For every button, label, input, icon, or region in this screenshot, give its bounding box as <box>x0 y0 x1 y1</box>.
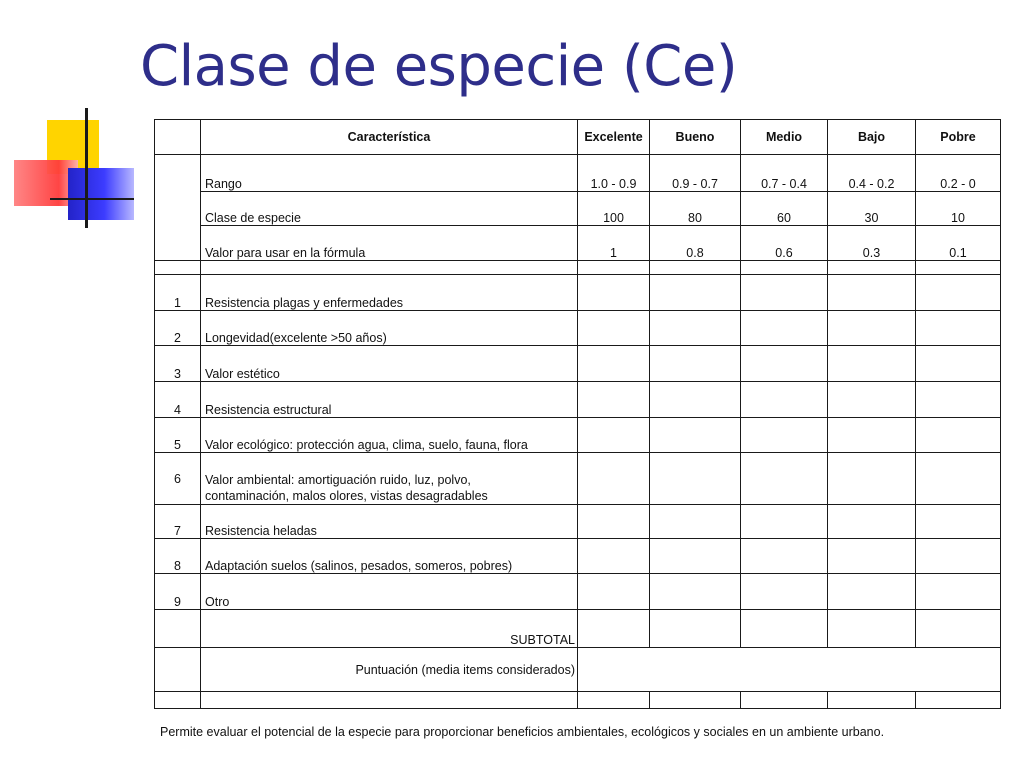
rango-row <box>155 155 1001 192</box>
item-row <box>155 539 1001 574</box>
species-class-table <box>154 119 1001 709</box>
valor-bueno: 0.8 <box>650 226 741 261</box>
item-label-multiline <box>201 453 578 505</box>
item-label: Otro <box>201 574 578 610</box>
item-row <box>155 311 1001 346</box>
item-number: 7 <box>155 505 201 539</box>
clase-pobre: 10 <box>916 192 1001 226</box>
item-label: Resistencia heladas <box>201 505 578 539</box>
rango-label: Rango <box>201 155 578 192</box>
clase-excelente: 100 <box>578 192 650 226</box>
clase-label: Clase de especie <box>201 192 578 226</box>
header-caracteristica: Característica <box>201 120 578 155</box>
rango-medio: 0.7 - 0.4 <box>741 155 828 192</box>
puntuacion-value-cell <box>578 648 1001 692</box>
header-medio: Medio <box>741 120 828 155</box>
valor-pobre: 0.1 <box>916 226 1001 261</box>
rango-pobre: 0.2 - 0 <box>916 155 1001 192</box>
valor-medio: 0.6 <box>741 226 828 261</box>
header-row <box>155 120 1001 155</box>
item-row <box>155 505 1001 539</box>
item-row <box>155 382 1001 418</box>
item-row <box>155 418 1001 453</box>
item-label: Valor estético <box>201 346 578 382</box>
decorative-logo <box>12 108 137 233</box>
subtotal-label: SUBTOTAL <box>201 610 578 648</box>
clase-bueno: 80 <box>650 192 741 226</box>
header-bajo: Bajo <box>828 120 916 155</box>
clase-bajo: 30 <box>828 192 916 226</box>
item-row <box>155 574 1001 610</box>
item-label: Longevidad(excelente >50 años) <box>201 311 578 346</box>
rango-excelente: 1.0 - 0.9 <box>578 155 650 192</box>
logo-horizontal-line <box>50 198 134 200</box>
item-row <box>155 275 1001 311</box>
logo-blue-square <box>68 168 134 220</box>
logo-vertical-line <box>85 108 88 228</box>
valor-row <box>155 226 1001 261</box>
item-number: 2 <box>155 311 201 346</box>
item-label: Resistencia plagas y enfermedades <box>201 275 578 311</box>
item-row <box>155 346 1001 382</box>
rango-bajo: 0.4 - 0.2 <box>828 155 916 192</box>
item-number: 3 <box>155 346 201 382</box>
header-excelente: Excelente <box>578 120 650 155</box>
puntuacion-label: Puntuación (media items considerados) <box>201 648 578 692</box>
item-label: Valor ecológico: protección agua, clima, suelo, fauna, flora <box>201 418 578 453</box>
item-number: 5 <box>155 418 201 453</box>
valor-bajo: 0.3 <box>828 226 916 261</box>
valor-excelente: 1 <box>578 226 650 261</box>
item-label-line2: contaminación, malos olores, vistas desagradables <box>205 489 488 503</box>
item-number: 6 <box>155 453 201 505</box>
header-bueno: Bueno <box>650 120 741 155</box>
item-label: Adaptación suelos (salinos, pesados, someros, pobres) <box>201 539 578 574</box>
header-blank-cell <box>155 120 201 155</box>
item-label: Resistencia estructural <box>201 382 578 418</box>
slide-title: Clase de especie (Ce) <box>140 34 738 99</box>
valor-label: Valor para usar en la fórmula <box>201 226 578 261</box>
item-row <box>155 453 1001 505</box>
item-number: 1 <box>155 275 201 311</box>
item-label-line1: Valor ambiental: amortiguación ruido, luz, polvo, <box>205 473 471 487</box>
spacer-row <box>155 261 1001 275</box>
table-caption: Permite evaluar el potencial de la especie para proporcionar beneficios ambientales, ecológicos y sociales en un ambiente urbano. <box>160 725 885 739</box>
item-number: 4 <box>155 382 201 418</box>
subtotal-row <box>155 610 1001 648</box>
clase-row <box>155 192 1001 226</box>
rango-bueno: 0.9 - 0.7 <box>650 155 741 192</box>
item-number: 8 <box>155 539 201 574</box>
clase-medio: 60 <box>741 192 828 226</box>
item-number: 9 <box>155 574 201 610</box>
final-row <box>155 692 1001 709</box>
header-pobre: Pobre <box>916 120 1001 155</box>
puntuacion-row <box>155 648 1001 692</box>
